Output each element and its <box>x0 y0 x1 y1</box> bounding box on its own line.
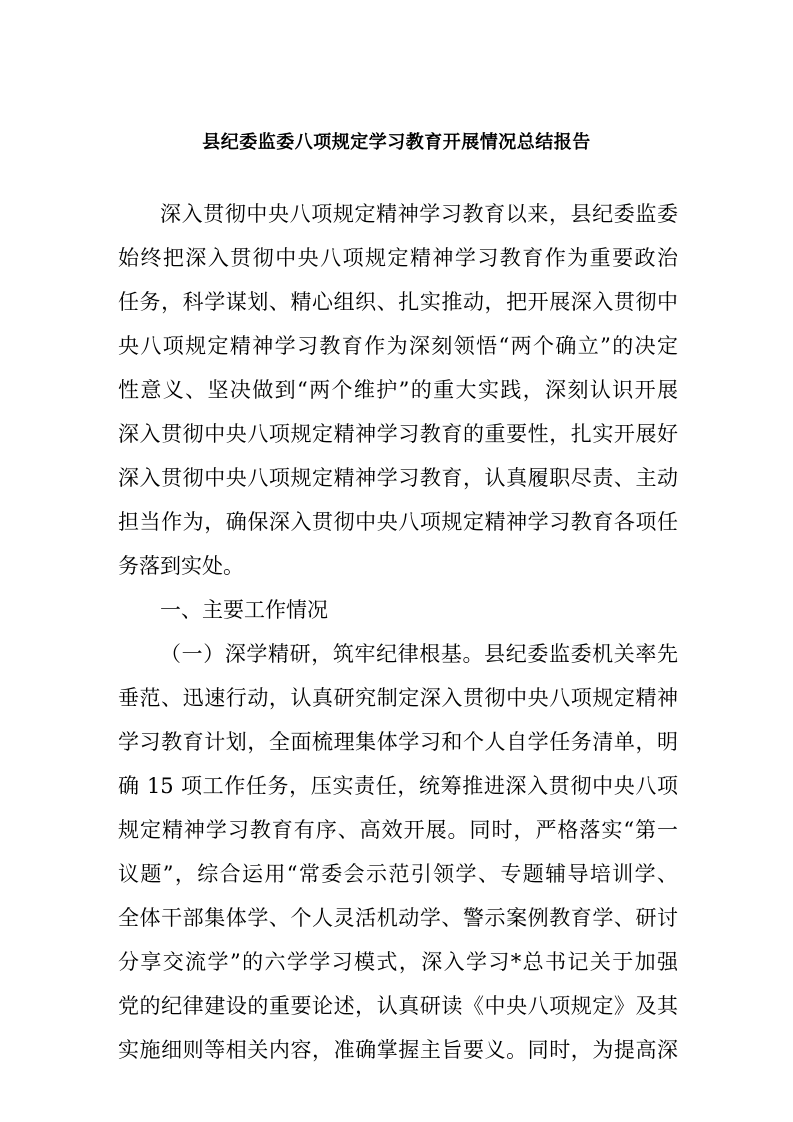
paragraph-line: 确 15 项工作任务，压实责任，统筹推进深入贯彻中央八项 <box>118 774 678 798</box>
paragraph-line: 议题”，综合运用“常委会示范引领学、专题辅导培训学、 <box>118 862 678 886</box>
paragraph-line: 任务，科学谋划、精心组织、扎实推动，把开展深入贯彻中 <box>118 290 678 314</box>
paragraph-line: 始终把深入贯彻中央八项规定精神学习教育作为重要政治 <box>118 246 678 270</box>
section-heading: 一、主要工作情况 <box>160 598 328 622</box>
paragraph-line: （一）深学精研，筑牢纪律根基。县纪委监委机关率先 <box>160 642 678 666</box>
paragraph-line: 央八项规定精神学习教育作为深刻领悟“两个确立”的决定 <box>118 334 678 358</box>
paragraph-line: 分享交流学”的六学学习模式，深入学习*总书记关于加强 <box>118 950 678 974</box>
paragraph-line: 务落到实处。 <box>118 554 244 578</box>
paragraph-line: 深入贯彻中央八项规定精神学习教育的重要性，扎实开展好 <box>118 422 678 446</box>
paragraph-line: 党的纪律建设的重要论述，认真研读《中央八项规定》及其 <box>118 994 678 1018</box>
paragraph-line: 深入贯彻中央八项规定精神学习教育以来，县纪委监委 <box>160 202 678 226</box>
paragraph-line: 规定精神学习教育有序、高效开展。同时，严格落实“第一 <box>118 818 678 842</box>
paragraph-line: 全体干部集体学、个人灵活机动学、警示案例教育学、研讨 <box>118 906 678 930</box>
paragraph-line: 深入贯彻中央八项规定精神学习教育，认真履职尽责、主动 <box>118 466 678 490</box>
paragraph-line: 垂范、迅速行动，认真研究制定深入贯彻中央八项规定精神 <box>118 686 678 710</box>
document-title: 县纪委监委八项规定学习教育开展情况总结报告 <box>202 132 591 153</box>
paragraph-line: 性意义、坚决做到“两个维护”的重大实践，深刻认识开展 <box>118 378 678 402</box>
paragraph-line: 担当作为，确保深入贯彻中央八项规定精神学习教育各项任 <box>118 510 678 534</box>
paragraph-line: 实施细则等相关内容，准确掌握主旨要义。同时，为提高深 <box>118 1038 678 1062</box>
paragraph-line: 学习教育计划，全面梳理集体学习和个人自学任务清单，明 <box>118 730 678 754</box>
